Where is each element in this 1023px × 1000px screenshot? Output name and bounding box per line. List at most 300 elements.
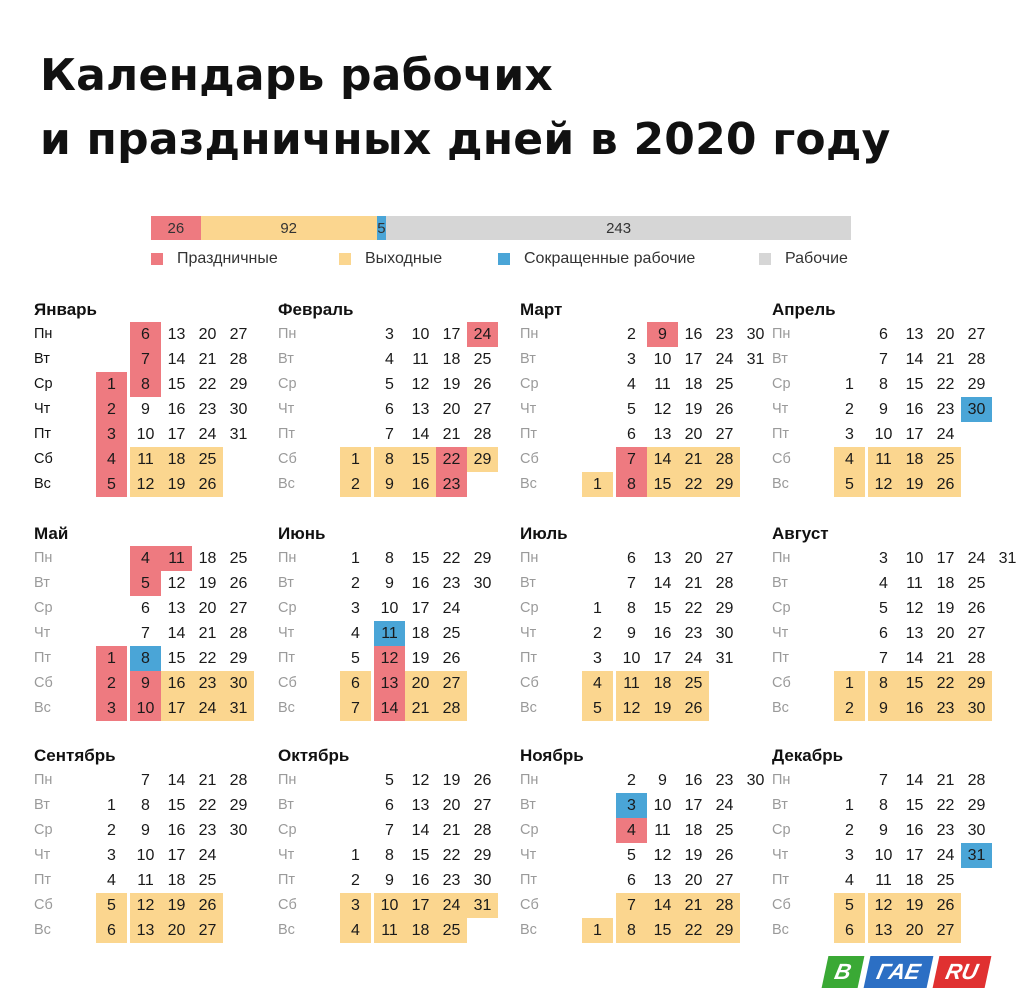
title-line-1: Календарь рабочих: [40, 50, 553, 101]
day-cell: 11: [868, 447, 899, 472]
day-cell: 29: [961, 671, 992, 696]
weekday-row: [772, 347, 986, 372]
day-cell: 30: [473, 872, 492, 889]
day-cell: 15: [905, 376, 924, 393]
weekday-row: [278, 596, 461, 621]
day-cell: 15: [411, 847, 430, 864]
day-cell: 7: [879, 772, 888, 789]
day-cell: 26: [678, 696, 709, 721]
day-cell: 24: [467, 322, 498, 347]
weekday-row: [278, 696, 461, 721]
workdays-count-segment: 243: [386, 216, 851, 240]
day-cell: 21: [198, 351, 217, 368]
day-cell: 19: [899, 893, 930, 918]
day-cell: 19: [899, 472, 930, 497]
day-cell: 30: [473, 575, 492, 592]
weekday-label: Чт: [520, 625, 537, 641]
day-cell: 12: [374, 646, 405, 671]
day-cell: 9: [130, 671, 161, 696]
weekday-label: Пт: [34, 872, 52, 888]
day-cell: 24: [715, 797, 734, 814]
weekday-row: [520, 843, 734, 868]
day-cell: 6: [340, 671, 371, 696]
month-name: Август: [772, 524, 829, 543]
day-cell: 2: [593, 625, 602, 642]
weekday-row: [34, 818, 248, 843]
weekday-label: Пн: [772, 772, 791, 788]
day-cell: 23: [930, 696, 961, 721]
day-cell: 2: [627, 326, 636, 343]
day-cell: 17: [905, 426, 924, 443]
day-cell: 30: [967, 822, 986, 839]
day-cell: 11: [875, 872, 892, 889]
day-cell: 19: [442, 376, 461, 393]
weekday-label: Чт: [772, 847, 789, 863]
day-cell: 6: [141, 600, 150, 617]
weekday-row: [34, 671, 248, 696]
weekday-row: [772, 397, 986, 422]
day-cell: 18: [905, 872, 924, 889]
weekday-row: [278, 422, 492, 447]
weekday-label: Чт: [520, 847, 537, 863]
day-cell: 9: [141, 822, 150, 839]
day-cell: 6: [627, 872, 636, 889]
weekday-row: [520, 397, 734, 422]
day-cell: 11: [654, 822, 671, 839]
day-cell: 18: [167, 872, 186, 889]
day-cell: 3: [616, 793, 647, 818]
weekday-label: Пн: [278, 326, 297, 342]
day-cell: 10: [874, 847, 893, 864]
day-cell: 20: [684, 872, 703, 889]
weekday-row: [772, 447, 955, 472]
day-cell: 23: [715, 772, 734, 789]
month-name: Июль: [520, 524, 568, 543]
day-cell: 22: [442, 847, 461, 864]
weekday-label: Вт: [520, 797, 536, 813]
weekday-row: [772, 696, 986, 721]
weekday-row: [278, 818, 492, 843]
weekday-label: Чт: [772, 625, 789, 641]
day-cell: 19: [936, 600, 955, 617]
short-day-swatch: [498, 253, 510, 265]
day-cell: 8: [627, 600, 636, 617]
day-cell: 16: [684, 772, 703, 789]
day-cell: 7: [385, 822, 394, 839]
weekday-row: [520, 868, 734, 893]
weekday-label: Вт: [34, 797, 50, 813]
weekday-row: [278, 671, 461, 696]
weekday-row: [278, 646, 461, 671]
day-cell: 29: [229, 650, 248, 667]
day-cell: 8: [130, 372, 161, 397]
day-cell: 28: [229, 625, 248, 642]
day-cell: 1: [834, 671, 865, 696]
month-block: [34, 746, 248, 943]
day-cell: 29: [967, 797, 986, 814]
day-cell: 14: [167, 772, 186, 789]
day-cell: 1: [845, 376, 854, 393]
day-cell: 9: [385, 872, 394, 889]
day-cell: 25: [715, 376, 734, 393]
weekday-label: Чт: [34, 625, 51, 641]
weekday-label: Вт: [34, 351, 50, 367]
day-cell: 8: [616, 918, 647, 943]
day-cell: 28: [709, 447, 740, 472]
day-cell: 15: [899, 671, 930, 696]
weekday-row: [34, 571, 248, 596]
day-cell: 27: [715, 872, 734, 889]
day-cell: 24: [198, 847, 217, 864]
day-cell: 29: [473, 550, 492, 567]
day-cell: 12: [411, 772, 430, 789]
day-cell: 3: [879, 550, 888, 567]
day-cell: 25: [936, 872, 955, 889]
day-cell: 29: [229, 797, 248, 814]
weekday-row: [278, 571, 492, 596]
day-cell: 5: [96, 472, 127, 497]
weekday-row: [34, 868, 217, 893]
weekday-row: [520, 893, 734, 918]
day-cell: 18: [936, 575, 955, 592]
day-cell: 3: [627, 351, 636, 368]
weekday-row: [772, 671, 986, 696]
day-cell: 8: [879, 376, 888, 393]
weekday-label: Ср: [278, 376, 297, 392]
weekday-label: Пт: [772, 426, 790, 442]
weekday-row: [772, 646, 986, 671]
day-cell: 9: [141, 401, 150, 418]
day-cell: 30: [961, 696, 992, 721]
weekday-label: Вт: [278, 797, 294, 813]
day-cell: 16: [161, 671, 192, 696]
day-cell: 30: [229, 822, 248, 839]
day-cell: 9: [647, 322, 678, 347]
month-name: Февраль: [278, 300, 354, 319]
day-cell: 12: [616, 696, 647, 721]
day-cell: 2: [107, 822, 116, 839]
day-cell: 5: [582, 696, 613, 721]
month-block: [520, 524, 734, 721]
day-cell: 26: [192, 472, 223, 497]
day-cell: 25: [715, 822, 734, 839]
weekday-label: Ср: [34, 822, 53, 838]
day-cell: 8: [879, 797, 888, 814]
day-cell: 13: [653, 872, 672, 889]
weekday-row: [520, 696, 703, 721]
day-cell: 31: [223, 696, 254, 721]
weekday-row: [278, 918, 461, 943]
days-summary-bar: [151, 216, 851, 240]
day-cell: 9: [374, 472, 405, 497]
day-cell: 6: [879, 625, 888, 642]
day-cell: 29: [229, 376, 248, 393]
weekday-label: Пт: [278, 650, 296, 666]
weekday-row: [278, 868, 492, 893]
weekday-label: Вт: [278, 575, 294, 591]
weekday-label: Сб: [520, 451, 539, 467]
month-name: Март: [520, 300, 563, 319]
day-cell: 26: [715, 401, 734, 418]
day-cell: 7: [616, 447, 647, 472]
day-cell: 19: [161, 472, 192, 497]
day-cell: 12: [653, 401, 672, 418]
day-cell: 15: [647, 918, 678, 943]
day-cell: 28: [229, 351, 248, 368]
day-cell: 6: [96, 918, 127, 943]
day-cell: 18: [442, 351, 461, 368]
day-cell: 3: [351, 600, 360, 617]
day-cell: 4: [879, 575, 888, 592]
weekday-row: [278, 397, 492, 422]
holidays-count-segment: 26: [151, 216, 201, 240]
day-cell: 4: [130, 546, 161, 571]
day-cell: 13: [868, 918, 899, 943]
day-cell: 1: [107, 797, 116, 814]
day-cell: 8: [868, 671, 899, 696]
day-cell: 14: [653, 575, 672, 592]
day-cell: 21: [198, 772, 217, 789]
day-cell: 4: [385, 351, 394, 368]
day-cell: 17: [411, 600, 430, 617]
day-cell: 23: [192, 671, 223, 696]
day-cell: 23: [198, 401, 217, 418]
day-cell: 11: [616, 671, 647, 696]
weekday-row: [34, 447, 217, 472]
day-cell: 29: [473, 847, 492, 864]
weekday-label: Пн: [34, 326, 53, 342]
day-cell: 31: [467, 893, 498, 918]
day-cell: 16: [167, 822, 186, 839]
weekday-row: [278, 322, 492, 347]
day-cell: 25: [930, 447, 961, 472]
day-cell: 11: [130, 447, 161, 472]
weekday-row: [34, 596, 248, 621]
day-cell: 6: [385, 401, 394, 418]
day-cell: 23: [442, 575, 461, 592]
weekday-row: [520, 768, 765, 793]
day-cell: 27: [967, 326, 986, 343]
weekday-row: [520, 447, 734, 472]
weekday-row: [772, 322, 986, 347]
weekday-row: [520, 671, 703, 696]
day-cell: 26: [473, 772, 492, 789]
day-cell: 10: [874, 426, 893, 443]
day-cell: 4: [96, 447, 127, 472]
weekday-label: Пн: [520, 550, 539, 566]
weekday-label: Пт: [772, 650, 790, 666]
weekday-label: Вт: [520, 575, 536, 591]
day-cell: 20: [442, 797, 461, 814]
weekday-row: [520, 646, 734, 671]
day-cell: 12: [905, 600, 924, 617]
day-cell: 16: [899, 696, 930, 721]
day-cell: 29: [967, 376, 986, 393]
day-cell: 14: [374, 696, 405, 721]
day-cell: 4: [616, 818, 647, 843]
weekday-row: [772, 843, 986, 868]
weekday-label: Вс: [520, 476, 537, 492]
weekday-row: [520, 621, 734, 646]
month-block: [772, 746, 986, 943]
day-cell: 10: [653, 797, 672, 814]
month-block: [34, 524, 248, 721]
day-cell: 12: [167, 575, 186, 592]
day-cell: 14: [647, 893, 678, 918]
weekday-row: [34, 546, 248, 571]
short-days-count-segment: 5: [377, 216, 387, 240]
day-cell: 8: [374, 447, 405, 472]
weekday-row: [34, 472, 217, 497]
day-cell: 11: [412, 351, 429, 368]
day-cell: 14: [905, 351, 924, 368]
day-cell: 1: [340, 447, 371, 472]
weekday-row: [520, 347, 765, 372]
weekday-row: [34, 322, 248, 347]
weekday-row: [520, 793, 734, 818]
day-cell: 9: [879, 401, 888, 418]
day-cell: 23: [198, 822, 217, 839]
month-name: Октябрь: [278, 746, 350, 765]
weekday-row: [520, 372, 734, 397]
day-cell: 20: [198, 326, 217, 343]
weekday-row: [520, 546, 734, 571]
day-cell: 11: [654, 376, 671, 393]
day-cell: 18: [198, 550, 217, 567]
day-cell: 6: [130, 322, 161, 347]
day-cell: 15: [405, 447, 436, 472]
day-cell: 5: [96, 893, 127, 918]
day-cell: 15: [905, 797, 924, 814]
day-cell: 7: [141, 772, 150, 789]
weekday-row: [772, 868, 955, 893]
day-cell: 13: [905, 625, 924, 642]
weekday-label: Ср: [34, 600, 53, 616]
day-cell: 15: [167, 650, 186, 667]
day-cell: 25: [473, 351, 492, 368]
day-cell: 7: [879, 351, 888, 368]
day-cell: 31: [746, 351, 765, 368]
day-cell: 22: [678, 472, 709, 497]
day-cell: 20: [405, 671, 436, 696]
weekday-row: [520, 472, 734, 497]
weekday-label: Сб: [772, 897, 791, 913]
day-cell: 14: [167, 625, 186, 642]
day-cell: 18: [899, 447, 930, 472]
day-cell: 20: [936, 326, 955, 343]
day-cell: 24: [715, 351, 734, 368]
day-cell: 16: [411, 872, 430, 889]
weekday-label: Пн: [520, 326, 539, 342]
day-cell: 24: [967, 550, 986, 567]
day-cell: 17: [167, 847, 186, 864]
day-cell: 19: [198, 575, 217, 592]
weekday-label: Пн: [34, 550, 53, 566]
month-name: Ноябрь: [520, 746, 584, 765]
day-cell: 26: [930, 472, 961, 497]
day-cell: 5: [385, 772, 394, 789]
day-cell: 24: [936, 426, 955, 443]
weekday-label: Сб: [772, 675, 791, 691]
weekday-label: Ср: [772, 600, 791, 616]
day-cell: 2: [351, 872, 360, 889]
weekday-label: Чт: [34, 847, 51, 863]
day-cell: 25: [229, 550, 248, 567]
day-cell: 26: [967, 600, 986, 617]
weekday-label: Вс: [34, 476, 51, 492]
day-cell: 14: [167, 351, 186, 368]
day-cell: 26: [715, 847, 734, 864]
day-cell: 30: [746, 326, 765, 343]
day-cell: 11: [137, 872, 154, 889]
day-cell: 29: [709, 918, 740, 943]
day-cell: 23: [442, 872, 461, 889]
day-cell: 25: [442, 625, 461, 642]
day-cell: 19: [442, 772, 461, 789]
day-cell: 31: [715, 650, 734, 667]
legend-holidays-label: Праздничные: [177, 250, 278, 267]
day-cell: 12: [411, 376, 430, 393]
day-cell: 15: [167, 797, 186, 814]
day-cell: 12: [130, 893, 161, 918]
day-cell: 8: [385, 847, 394, 864]
day-cell: 28: [709, 893, 740, 918]
weekday-row: [34, 646, 248, 671]
day-cell: 22: [198, 797, 217, 814]
day-cell: 25: [198, 872, 217, 889]
day-cell: 28: [436, 696, 467, 721]
day-cell: 25: [967, 575, 986, 592]
day-cell: 8: [141, 797, 150, 814]
day-cell: 12: [653, 847, 672, 864]
month-name: Апрель: [772, 300, 836, 319]
day-cell: 1: [351, 550, 360, 567]
day-cell: 18: [684, 822, 703, 839]
day-cell: 26: [930, 893, 961, 918]
day-cell: 13: [905, 326, 924, 343]
day-cell: 2: [845, 822, 854, 839]
month-block: [520, 746, 765, 943]
day-cell: 1: [96, 646, 127, 671]
weekday-label: Чт: [278, 847, 295, 863]
weekday-row: [34, 372, 248, 397]
weekday-row: [34, 422, 248, 447]
day-cell: 26: [442, 650, 461, 667]
weekday-row: [34, 793, 248, 818]
day-cell: 20: [684, 426, 703, 443]
day-cell: 6: [627, 426, 636, 443]
weekday-label: Чт: [278, 401, 295, 417]
weekday-row: [278, 843, 492, 868]
day-cell: 16: [167, 401, 186, 418]
day-cell: 21: [936, 772, 955, 789]
workday-swatch: [759, 253, 771, 265]
day-cell: 31: [998, 550, 1017, 567]
day-cell: 1: [351, 847, 360, 864]
day-cell: 7: [385, 426, 394, 443]
day-cell: 22: [198, 650, 217, 667]
day-cell: 10: [411, 326, 430, 343]
day-cell: 21: [678, 893, 709, 918]
weekday-row: [278, 447, 492, 472]
legend-short-label: Сокращенные рабочие: [524, 250, 696, 267]
day-cell: 24: [436, 893, 467, 918]
month-block: [772, 524, 1017, 721]
day-cell: 26: [192, 893, 223, 918]
day-cell: 5: [627, 401, 636, 418]
weekday-row: [520, 322, 765, 347]
weekday-label: Сб: [278, 897, 297, 913]
